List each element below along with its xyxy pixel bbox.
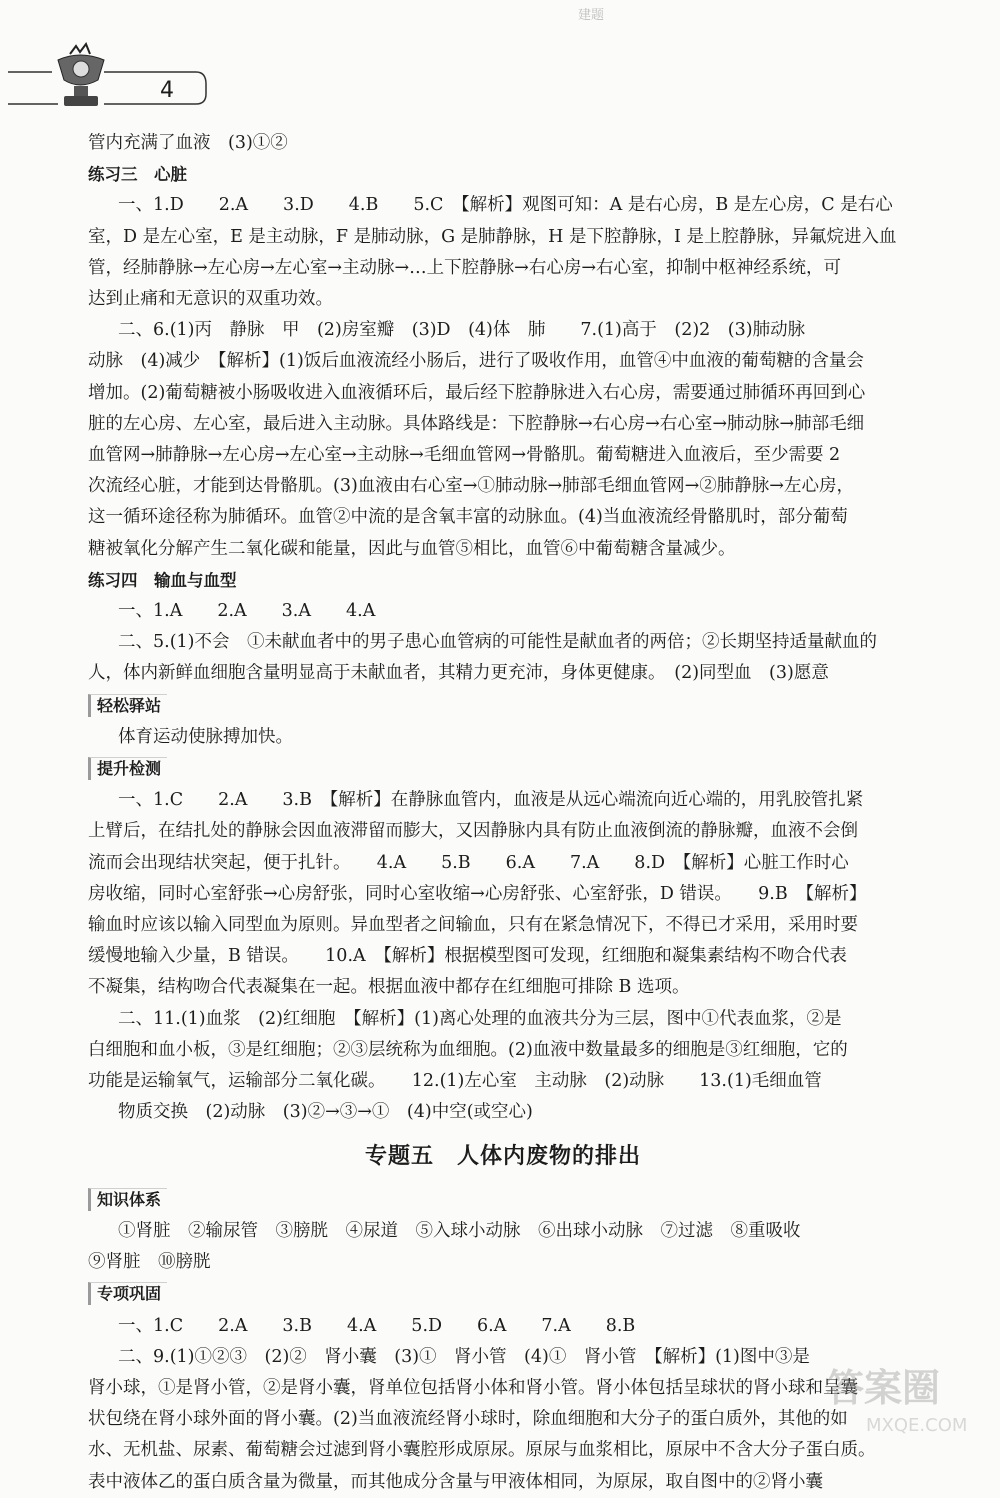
watermark-subtext: MXQE.COM [866, 1415, 968, 1436]
boxed-heading: 知识体系 [88, 1188, 167, 1211]
text-line: 白细胞和血小板，③是红细胞；②③层统称为血细胞。(2)血液中数量最多的细胞是③红细胞，它的 [88, 1039, 848, 1060]
chapter-title: 专题五 人体内废物的排出 [364, 1143, 641, 1169]
watermark-text: 答案圈 [826, 1366, 941, 1410]
text-line: 二、11.(1)血浆 (2)红细胞 【解析】(1)离心处理的血液共分为三层，图中①代表血浆，②是 [118, 1008, 842, 1029]
text-line: 输血时应该以输入同型血为原则。异血型者之间输血，只有在紧急情况下，不得已才采用，采用时要 [88, 915, 858, 936]
text-line: 表中液体乙的蛋白质含量为微量，而其他成分含量与甲液体相同，为原尿，取自图中的②肾小囊 [88, 1471, 823, 1492]
page-header [0, 40, 220, 120]
text-line: ⑨肾脏 ⑩膀胱 [88, 1252, 211, 1273]
text-line: 动脉 (4)减少 【解析】(1)饭后血液流经小肠后，进行了吸收作用，血管④中血液的葡萄糖的含量会 [88, 351, 864, 372]
text-line: 水、无机盐、尿素、葡萄糖会过滤到肾小囊腔形成原尿。原尿与血浆相比，原尿中不含大分子蛋白质。 [88, 1440, 876, 1461]
text-line: 血管网→肺静脉→左心房→左心室→主动脉→毛细血管网→骨骼肌。葡萄糖进入血液后，至少需要 2 [88, 445, 841, 466]
text-line: 二、5.(1)不会 ①未献血者中的男子患心血管病的可能性是献血者的两倍；②长期坚持适量献血的 [118, 632, 877, 653]
boxed-heading: 专项巩固 [88, 1282, 167, 1305]
text-line: 状包绕在肾小球外面的肾小囊。(2)当血液流经肾小球时，除血细胞和大分子的蛋白质外，其他的如 [88, 1409, 848, 1430]
text-line: 缓慢地输入少量，B 错误。 10.A 【解析】根据模型图可发现，红细胞和凝集素结构不吻合代表 [88, 946, 847, 967]
text-line: 管，经肺静脉→左心房→左心室→主动脉→…上下腔静脉→右心房→右心室，抑制中枢神经系统，可 [88, 257, 841, 278]
text-line: 达到止痛和无意识的双重功效。 [88, 289, 333, 310]
text-line: 糖被氧化分解产生二氧化碳和能量，因此与血管⑤相比，血管⑥中葡萄糖含量减少。 [88, 538, 736, 559]
boxed-heading: 提升检测 [88, 757, 167, 780]
text-line: 上臂后，在结扎处的静脉会因血液滞留而膨大，又因静脉内具有防止血液倒流的静脉瓣，血液不会倒 [88, 821, 858, 842]
watermark-logo [806, 1357, 986, 1437]
trophy-icon [0, 40, 220, 120]
boxed-heading: 轻松驿站 [88, 694, 167, 717]
text-line: 室，D 是左心室，E 是主动脉，F 是肺动脉，G 是肺静脉，H 是下腔静脉，I 是上腔静脉，异氟烷进入血 [88, 226, 897, 247]
text-line: 物质交换 (2)动脉 (3)②→③→① (4)中空(或空心) [118, 1102, 533, 1123]
text-line: 体育运动使脉搏加快。 [118, 726, 293, 747]
text-line: 房收缩，同时心室舒张→心房舒张，同时心室收缩→心房舒张、心室舒张，D 错误。 9.B 【解析】 [88, 883, 867, 904]
text-line: 不凝集，结构吻合代表凝集在一起。根据血液中都存在红细胞可排除 B 选项。 [88, 977, 690, 998]
top-mark: 建题 [578, 8, 605, 23]
text-line: 人，体内新鲜血细胞含量明显高于未献血者，其精力更充沛，身体更健康。 (2)同型血 (3)愿意 [88, 663, 829, 684]
text-line: 功能是运输氧气，运输部分二氧化碳。 12.(1)左心室 主动脉 (2)动脉 13.(1)毛细血管 [88, 1071, 822, 1092]
section-heading: 练习四 输血与血型 [88, 570, 237, 590]
text-line: 一、1.C 2.A 3.B 4.A 5.D 6.A 7.A 8.B [118, 1315, 636, 1336]
text-line: 管内充满了血液 (3)①② [88, 133, 288, 153]
text-line: 二、6.(1)丙 静脉 甲 (2)房室瓣 (3)D (4)体 肺 7.(1)高于 (2)2 (3)肺动脉 [118, 320, 806, 341]
page-number: 4 [160, 78, 174, 103]
text-line: 脏的左心房、左心室，最后进入主动脉。具体路线是：下腔静脉→右心房→右心室→肺动脉→肺部毛细 [88, 413, 865, 434]
text-line: 肾小球，①是肾小管，②是肾小囊，肾单位包括肾小体和肾小管。肾小体包括呈球状的肾小球和呈囊 [88, 1377, 858, 1398]
section-heading: 练习三 心脏 [88, 165, 187, 185]
text-line: ①肾脏 ②输尿管 ③膀胱 ④尿道 ⑤入球小动脉 ⑥出球小动脉 ⑦过滤 ⑧重吸收 [118, 1220, 801, 1241]
answer-content [88, 128, 918, 1498]
text-line: 次流经心脏，才能到达骨骼肌。(3)血液由右心室→①肺动脉→肺部毛细血管网→②肺静脉→左心房， [88, 476, 854, 497]
text-line: 增加。(2)葡萄糖被小肠吸收进入血液循环后，最后经下腔静脉进入右心房，需要通过肺循环再回到心 [88, 382, 866, 403]
text-line: 二、9.(1)①②③ (2)② 肾小囊 (3)① 肾小管 (4)① 肾小管 【解析】(1)图中③是 [118, 1346, 810, 1367]
text-line: 一、1.A 2.A 3.A 4.A [118, 601, 376, 622]
text-line: 一、1.D 2.A 3.D 4.B 5.C 【解析】观图可知：A 是右心房，B 是左心房，C 是右心 [118, 195, 893, 216]
text-line: 流而会出现结状突起，便于扎针。 4.A 5.B 6.A 7.A 8.D 【解析】心脏工作时心 [88, 852, 849, 873]
text-line: 这一循环途径称为肺循环。血管②中流的是含氧丰富的动脉血。(4)当血液流经骨骼肌时，部分葡萄 [88, 507, 848, 528]
text-line: 一、1.C 2.A 3.B 【解析】在静脉血管内，血液是从远心端流向近心端的，用乳胶管扎紧 [118, 790, 864, 811]
